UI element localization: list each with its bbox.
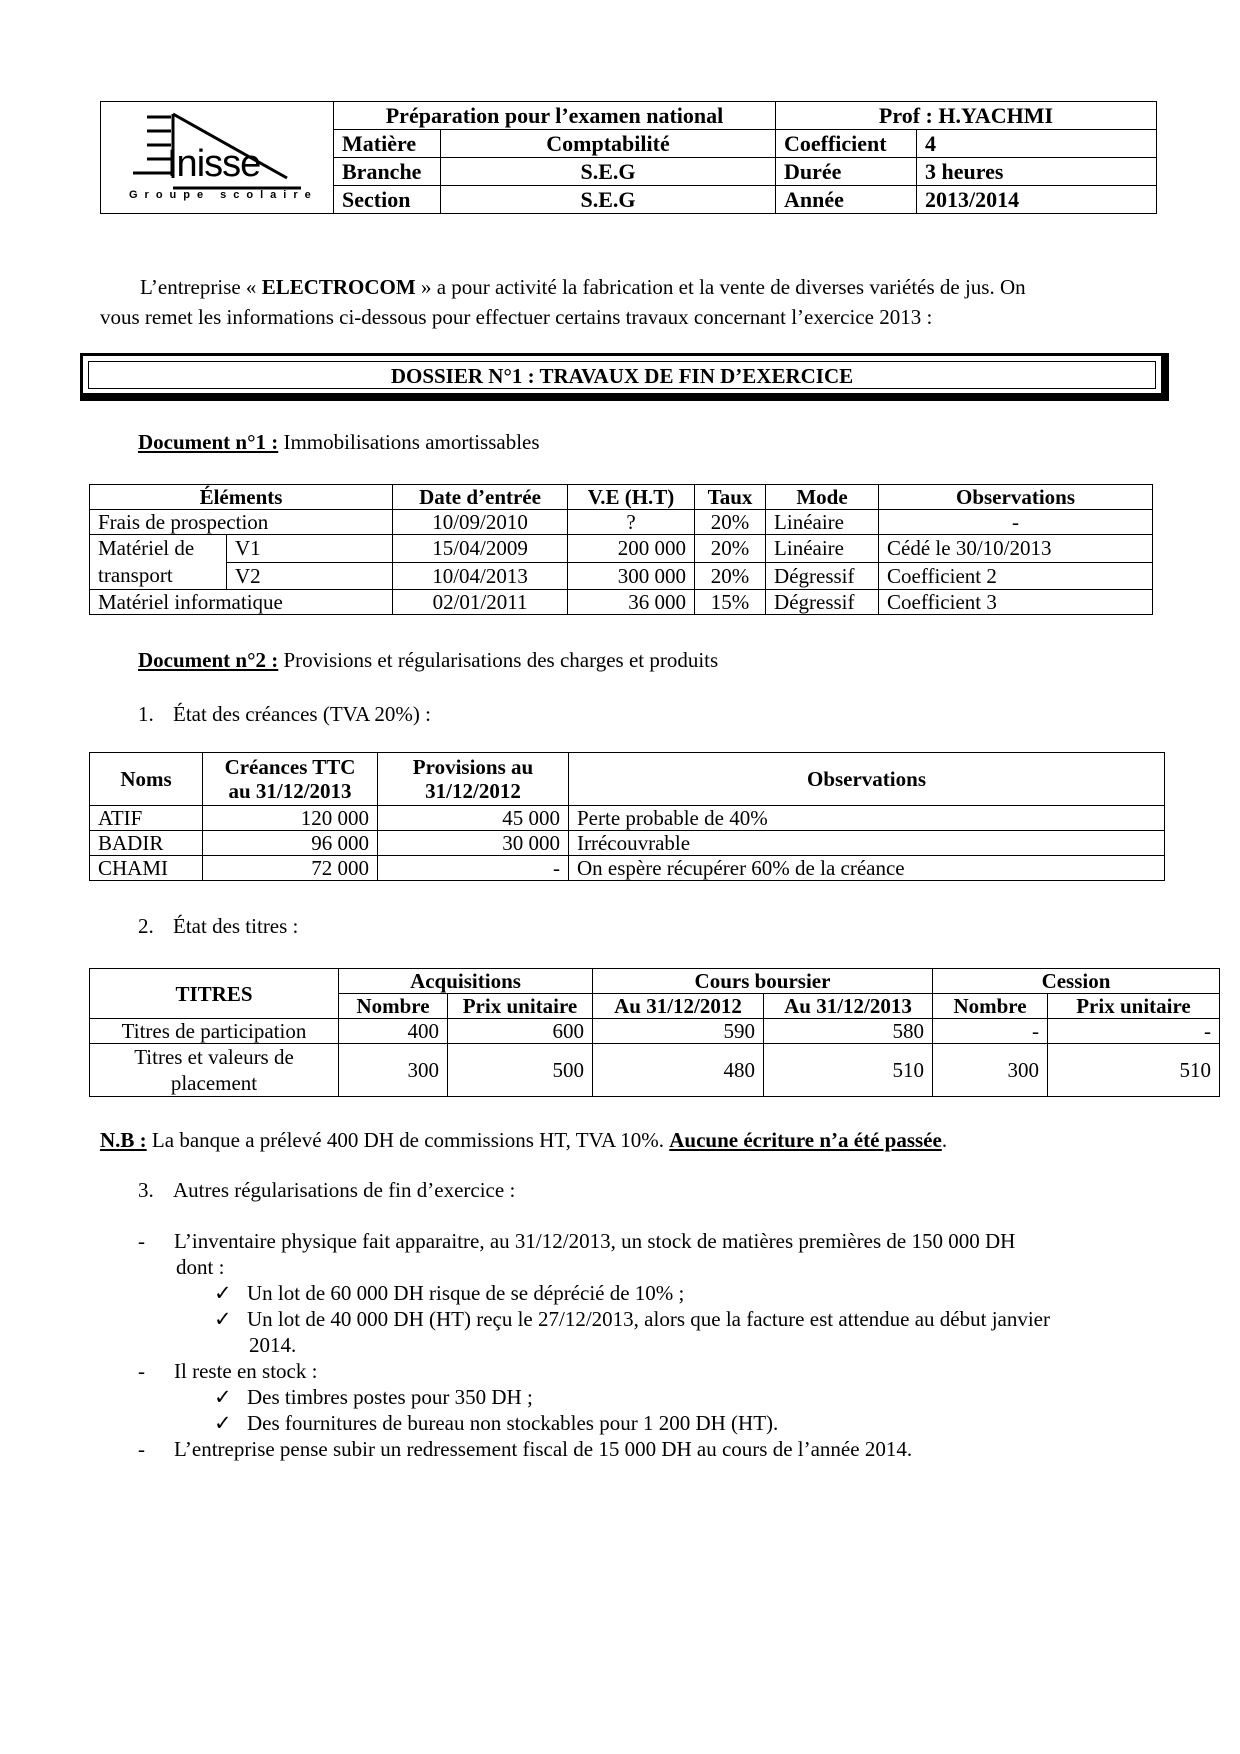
exam-title: Préparation pour l’examen national — [334, 102, 776, 130]
cell-date: 10/09/2010 — [393, 510, 568, 535]
bullet-text: L’entreprise pense subir un redressement fiscal de 15 000 DH au cours de l’année 2014. — [174, 1437, 913, 1461]
bullet-text-cont: dont : — [176, 1255, 225, 1279]
value-annee: 2013/2014 — [917, 186, 1157, 214]
check-item — [174, 1384, 1178, 1410]
cell-cpu: 510 — [1048, 1044, 1220, 1097]
col-nombre-cession: Nombre — [933, 994, 1048, 1019]
cell-titre-line1: Titres et valeurs de — [134, 1045, 294, 1069]
cell-mode: Linéaire — [766, 510, 879, 535]
col-date: Date d’entrée — [393, 485, 568, 510]
doc2-title: Provisions et régularisations des charges et produits — [278, 648, 719, 672]
section-1-heading — [138, 700, 431, 728]
doc2-heading — [138, 646, 718, 674]
label-annee: Année — [776, 186, 917, 214]
check-icon: ✓ — [214, 1307, 232, 1331]
col-acquisitions: Acquisitions — [339, 969, 593, 994]
cell-pu: 500 — [448, 1044, 593, 1097]
cell-ttc: 120 000 — [203, 806, 378, 831]
value-duree: 3 heures — [917, 158, 1157, 186]
cell-pu: 600 — [448, 1019, 593, 1044]
doc1-title: Immobilisations amortissables — [278, 430, 540, 454]
list-item — [138, 1228, 1178, 1358]
col-provisions-line2: 31/12/2012 — [425, 779, 521, 803]
cell-cnb: - — [933, 1019, 1048, 1044]
col-titres: TITRES — [90, 969, 339, 1019]
cell-titre — [90, 1044, 339, 1097]
value-section: S.E.G — [441, 186, 776, 214]
table-row — [90, 831, 1165, 856]
doc2-label: Document n°2 : — [138, 648, 279, 672]
cell-obs: - — [879, 510, 1153, 535]
nb-note — [100, 1126, 947, 1154]
logo-subtitle: Groupe scolaire — [129, 189, 318, 201]
col-au2013: Au 31/12/2013 — [764, 994, 933, 1019]
cell-obs: Perte probable de 40% — [569, 806, 1165, 831]
col-ve: V.E (H.T) — [568, 485, 695, 510]
label-section: Section — [334, 186, 441, 214]
list-item — [138, 1436, 1178, 1462]
value-branche: S.E.G — [441, 158, 776, 186]
cell-taux: 15% — [695, 590, 766, 615]
col-observations: Observations — [569, 753, 1165, 806]
cell-taux: 20% — [695, 535, 766, 563]
check-item — [174, 1410, 1178, 1436]
cell-c2012: 590 — [593, 1019, 764, 1044]
cell-prov: 30 000 — [378, 831, 569, 856]
col-cours: Cours boursier — [593, 969, 933, 994]
col-cession: Cession — [933, 969, 1220, 994]
label-matiere: Matière — [334, 130, 441, 158]
check-text: Des timbres postes pour 350 DH ; — [247, 1385, 533, 1409]
col-observations: Observations — [879, 485, 1153, 510]
col-mode: Mode — [766, 485, 879, 510]
intro-text-1: L’entreprise « — [140, 275, 262, 299]
cell-ve: ? — [568, 510, 695, 535]
list-number: 1. — [138, 702, 154, 726]
section-title: État des titres : — [173, 914, 299, 938]
cell-ve: 300 000 — [568, 562, 695, 590]
cell-date: 15/04/2009 — [393, 535, 568, 563]
intro-line-2: vous remet les informations ci-dessous pour effectuer certains travaux concernant l’exercice 2013 : — [100, 305, 933, 329]
nb-text: La banque a prélevé 400 DH de commissions HT, TVA 10%. — [146, 1128, 670, 1152]
table-row — [90, 510, 1153, 535]
table-row — [90, 806, 1165, 831]
col-elements: Éléments — [90, 485, 393, 510]
cell-prov: - — [378, 856, 569, 881]
cell-titre: Titres de participation — [90, 1019, 339, 1044]
cell-date: 10/04/2013 — [393, 562, 568, 590]
prof-name: Prof : H.YACHMI — [776, 102, 1157, 130]
cell-obs: Irrécouvrable — [569, 831, 1165, 856]
cell-obs: Cédé le 30/10/2013 — [879, 535, 1153, 563]
cell-taux: 20% — [695, 562, 766, 590]
nb-emphasis: Aucune écriture n’a été passée — [669, 1128, 942, 1152]
cell-titre-line2: placement — [170, 1071, 258, 1095]
list-number: 2. — [138, 914, 154, 938]
check-icon: ✓ — [214, 1411, 232, 1435]
dash-bullet: - — [138, 1437, 145, 1461]
cell-element-line2: transport — [98, 563, 173, 587]
cell-mode: Dégressif — [766, 562, 879, 590]
table-row — [90, 1044, 1220, 1097]
cell-element — [90, 535, 227, 590]
cell-taux: 20% — [695, 510, 766, 535]
creances-table — [89, 752, 1165, 881]
check-item — [174, 1306, 1178, 1358]
value-coefficient: 4 — [917, 130, 1157, 158]
section-3-heading — [138, 1176, 515, 1204]
col-prix: Prix unitaire — [448, 994, 593, 1019]
dossier-title: DOSSIER N°1 : TRAVAUX DE FIN D’EXERCICE — [88, 361, 1156, 389]
col-creances-line2: au 31/12/2013 — [228, 779, 352, 803]
cell-mode: Linéaire — [766, 535, 879, 563]
cell-nb: 300 — [339, 1044, 448, 1097]
check-icon: ✓ — [214, 1385, 232, 1409]
cell-ttc: 96 000 — [203, 831, 378, 856]
cell-c2013: 580 — [764, 1019, 933, 1044]
list-item — [138, 1358, 1178, 1436]
cell-nom: BADIR — [90, 831, 203, 856]
label-coefficient: Coefficient — [776, 130, 917, 158]
dash-bullet: - — [138, 1229, 145, 1253]
col-provisions-line1: Provisions au — [412, 755, 534, 779]
table-row — [90, 856, 1165, 881]
cell-cnb: 300 — [933, 1044, 1048, 1097]
col-nombre: Nombre — [339, 994, 448, 1019]
list-number: 3. — [138, 1178, 154, 1202]
cell-nom: ATIF — [90, 806, 203, 831]
cell-ve: 200 000 — [568, 535, 695, 563]
dossier-banner — [80, 353, 1169, 401]
nb-label: N.B : — [100, 1128, 147, 1152]
intro-paragraph — [100, 272, 1160, 332]
table-row — [90, 562, 1153, 590]
check-text-cont: 2014. — [249, 1333, 297, 1357]
nb-end: . — [941, 1128, 948, 1152]
section-title: Autres régularisations de fin d’exercice : — [173, 1178, 516, 1202]
header-table — [100, 101, 1157, 214]
dash-bullet: - — [138, 1359, 145, 1383]
table-row — [90, 535, 1153, 563]
regularisations-list — [138, 1228, 1178, 1462]
titres-table — [89, 968, 1220, 1097]
cell-c2012: 480 — [593, 1044, 764, 1097]
cell-obs: On espère récupérer 60% de la créance — [569, 856, 1165, 881]
cell-obs: Coefficient 2 — [879, 562, 1153, 590]
doc1-heading — [138, 428, 540, 456]
immobilisations-table — [89, 484, 1153, 615]
table-row — [90, 1019, 1220, 1044]
value-matiere: Comptabilité — [441, 130, 776, 158]
check-item — [174, 1280, 1178, 1306]
cell-date: 02/01/2011 — [393, 590, 568, 615]
cell-ttc: 72 000 — [203, 856, 378, 881]
doc1-label: Document n°1 : — [138, 430, 279, 454]
company-name: ELECTROCOM — [261, 275, 416, 299]
cell-ve: 36 000 — [568, 590, 695, 615]
col-noms: Noms — [90, 753, 203, 806]
cell-mode: Dégressif — [766, 590, 879, 615]
table-row — [90, 590, 1153, 615]
col-taux: Taux — [695, 485, 766, 510]
cell-sub: V1 — [227, 535, 393, 563]
cell-sub: V2 — [227, 562, 393, 590]
logo-text: Inisse — [167, 143, 261, 185]
intro-text-2: » a pour activité la fabrication et la vente de diverses variétés de jus. On — [415, 275, 1026, 299]
col-creances-line1: Créances TTC — [224, 755, 356, 779]
bullet-text: L’inventaire physique fait apparaitre, au 31/12/2013, un stock de matières premières de 150 000 DH — [174, 1229, 1016, 1253]
col-creances — [203, 753, 378, 806]
check-text: Un lot de 40 000 DH (HT) reçu le 27/12/2013, alors que la facture est attendue au début janvier — [247, 1307, 1050, 1331]
cell-element: Matériel informatique — [90, 590, 393, 615]
cell-prov: 45 000 — [378, 806, 569, 831]
check-text: Un lot de 60 000 DH risque de se déprécié de 10% ; — [247, 1281, 685, 1305]
label-duree: Durée — [776, 158, 917, 186]
cell-nom: CHAMI — [90, 856, 203, 881]
col-prix-cession: Prix unitaire — [1048, 994, 1220, 1019]
cell-c2013: 510 — [764, 1044, 933, 1097]
cell-nb: 400 — [339, 1019, 448, 1044]
label-branche: Branche — [334, 158, 441, 186]
bullet-text: Il reste en stock : — [174, 1359, 318, 1383]
check-text: Des fournitures de bureau non stockables pour 1 200 DH (HT). — [247, 1411, 779, 1435]
section-2-heading — [138, 912, 298, 940]
cell-cpu: - — [1048, 1019, 1220, 1044]
check-icon: ✓ — [214, 1281, 232, 1305]
cell-obs: Coefficient 3 — [879, 590, 1153, 615]
col-provisions — [378, 753, 569, 806]
logo-cell — [101, 102, 334, 214]
cell-element: Frais de prospection — [90, 510, 393, 535]
col-au2012: Au 31/12/2012 — [593, 994, 764, 1019]
section-title: État des créances (TVA 20%) : — [173, 702, 431, 726]
cell-element-line1: Matériel de — [98, 536, 195, 560]
